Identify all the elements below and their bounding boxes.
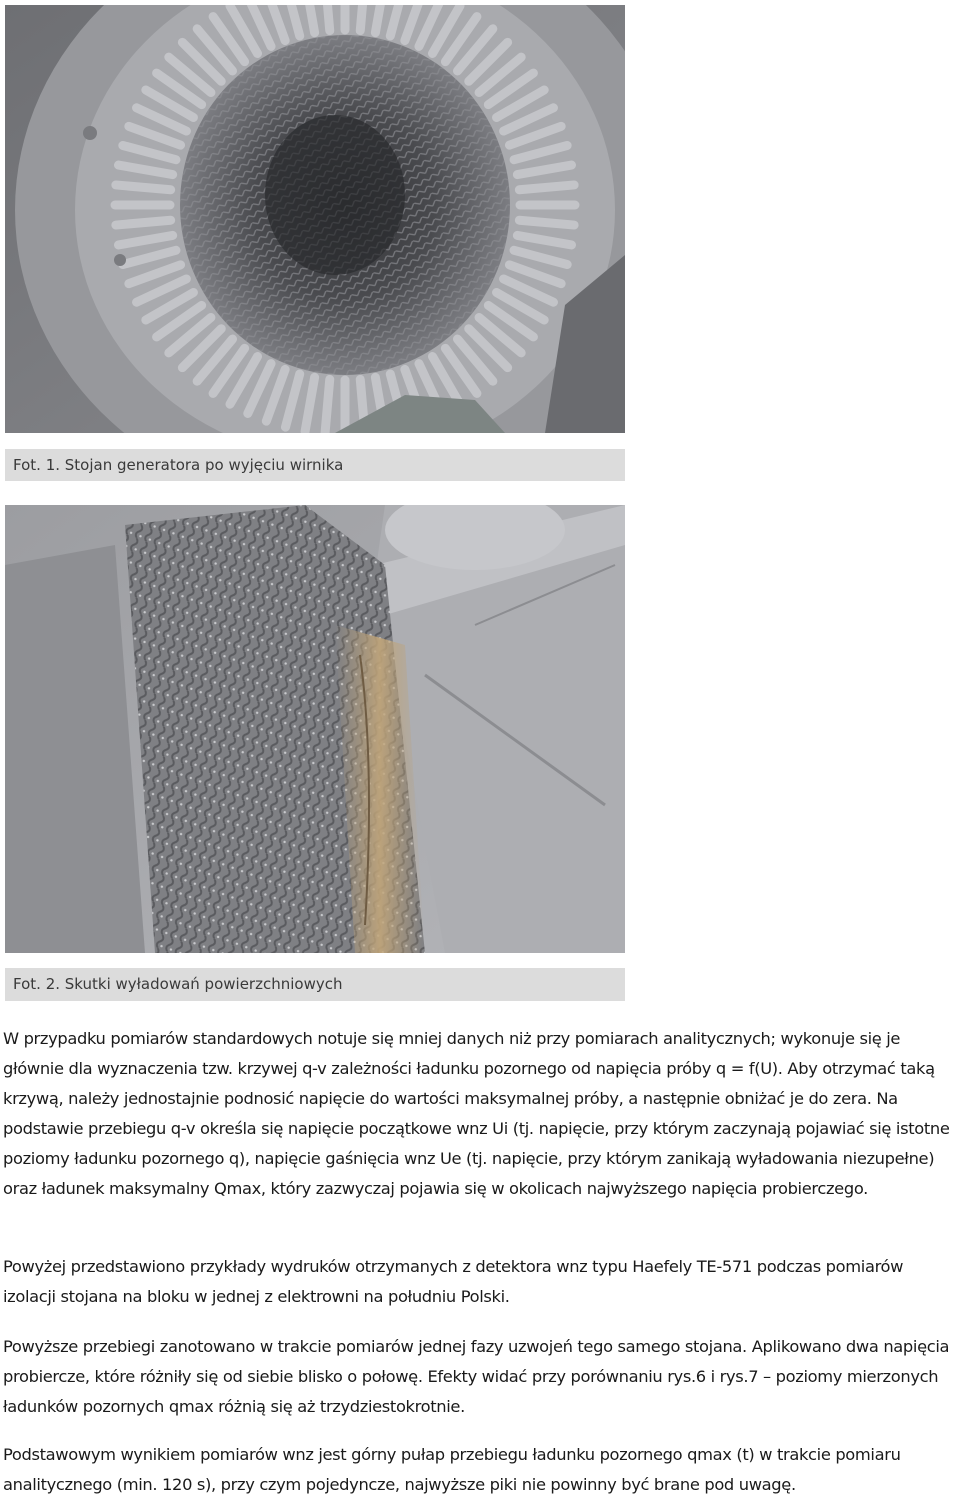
- figure-1-caption: Fot. 1. Stojan generatora po wyjęciu wirnika: [5, 449, 625, 481]
- stator-tooth: [519, 220, 574, 225]
- stator-tooth: [116, 220, 171, 225]
- figure-2-caption: Fot. 2. Skutki wyładowań powierzchniowych: [5, 968, 625, 1001]
- generator-stator-photo: [5, 5, 625, 433]
- stator-tooth: [325, 379, 330, 433]
- stator-tooth: [519, 185, 574, 190]
- paragraph-2: Powyżej przedstawiono przykłady wydruków otrzymanych z detektora wnz typu Haefely TE-571 podczas pomiarów izolacji stojana na bloku w jednej z elektrowni na południu Polski.: [3, 1257, 904, 1306]
- stator-tooth: [325, 5, 330, 31]
- figure-1-photo: [5, 5, 625, 433]
- figure-2-photo: [5, 505, 625, 953]
- stator-tooth: [116, 185, 171, 190]
- stator-tooth: [360, 5, 365, 31]
- paragraph-4: Podstawowym wynikiem pomiarów wnz jest górny pułap przebiegu ładunku pozornego qmax (t) w trakcie pomiaru analitycznego (min. 120 s), przy czym pojedyncze, najwyższe piki nie powinny być brane pod uwagę.: [3, 1445, 901, 1494]
- paragraph-1: W przypadku pomiarów standardowych notuje się mniej danych niż przy pomiarach analitycznych; wykonuje się je głównie dla wyznaczenia tzw. krzywej q-v zależności ładunku pozornego od napięcia próby q = f(U). Aby otrzymać taką krzywą, należy jednostajnie podnosić napięcie do wartości maksymalnej próby, a następnie obniżać je do zera. Na podstawie przebiegu q-v określa się napięcie początkowe wnz Ui (tj. napięcie, przy którym zaczynają pojawiać się istotne poziomy ładunku pozornego q), napięcie gaśnięcia wnz Ue (tj. napięcie, przy którym zanikają wyładowania niezupełne) oraz ładunek maksymalny Qmax, który zazwyczaj pojawia się w okolicach najwyższego napięcia probierczego.: [3, 1029, 950, 1198]
- surface-discharge-damage-photo: [5, 505, 625, 953]
- paragraph-3: Powyższe przebiegi zanotowano w trakcie pomiarów jednej fazy uzwojeń tego samego stojana. Aplikowano dwa napięcia probiercze, które różniły się od siebie blisko o połowę. Efekty widać przy porównaniu rys.6 i rys.7 – poziomy mierzonych ładunków pozornych qmax różnią się aż trzydziestokrotnie.: [3, 1337, 950, 1416]
